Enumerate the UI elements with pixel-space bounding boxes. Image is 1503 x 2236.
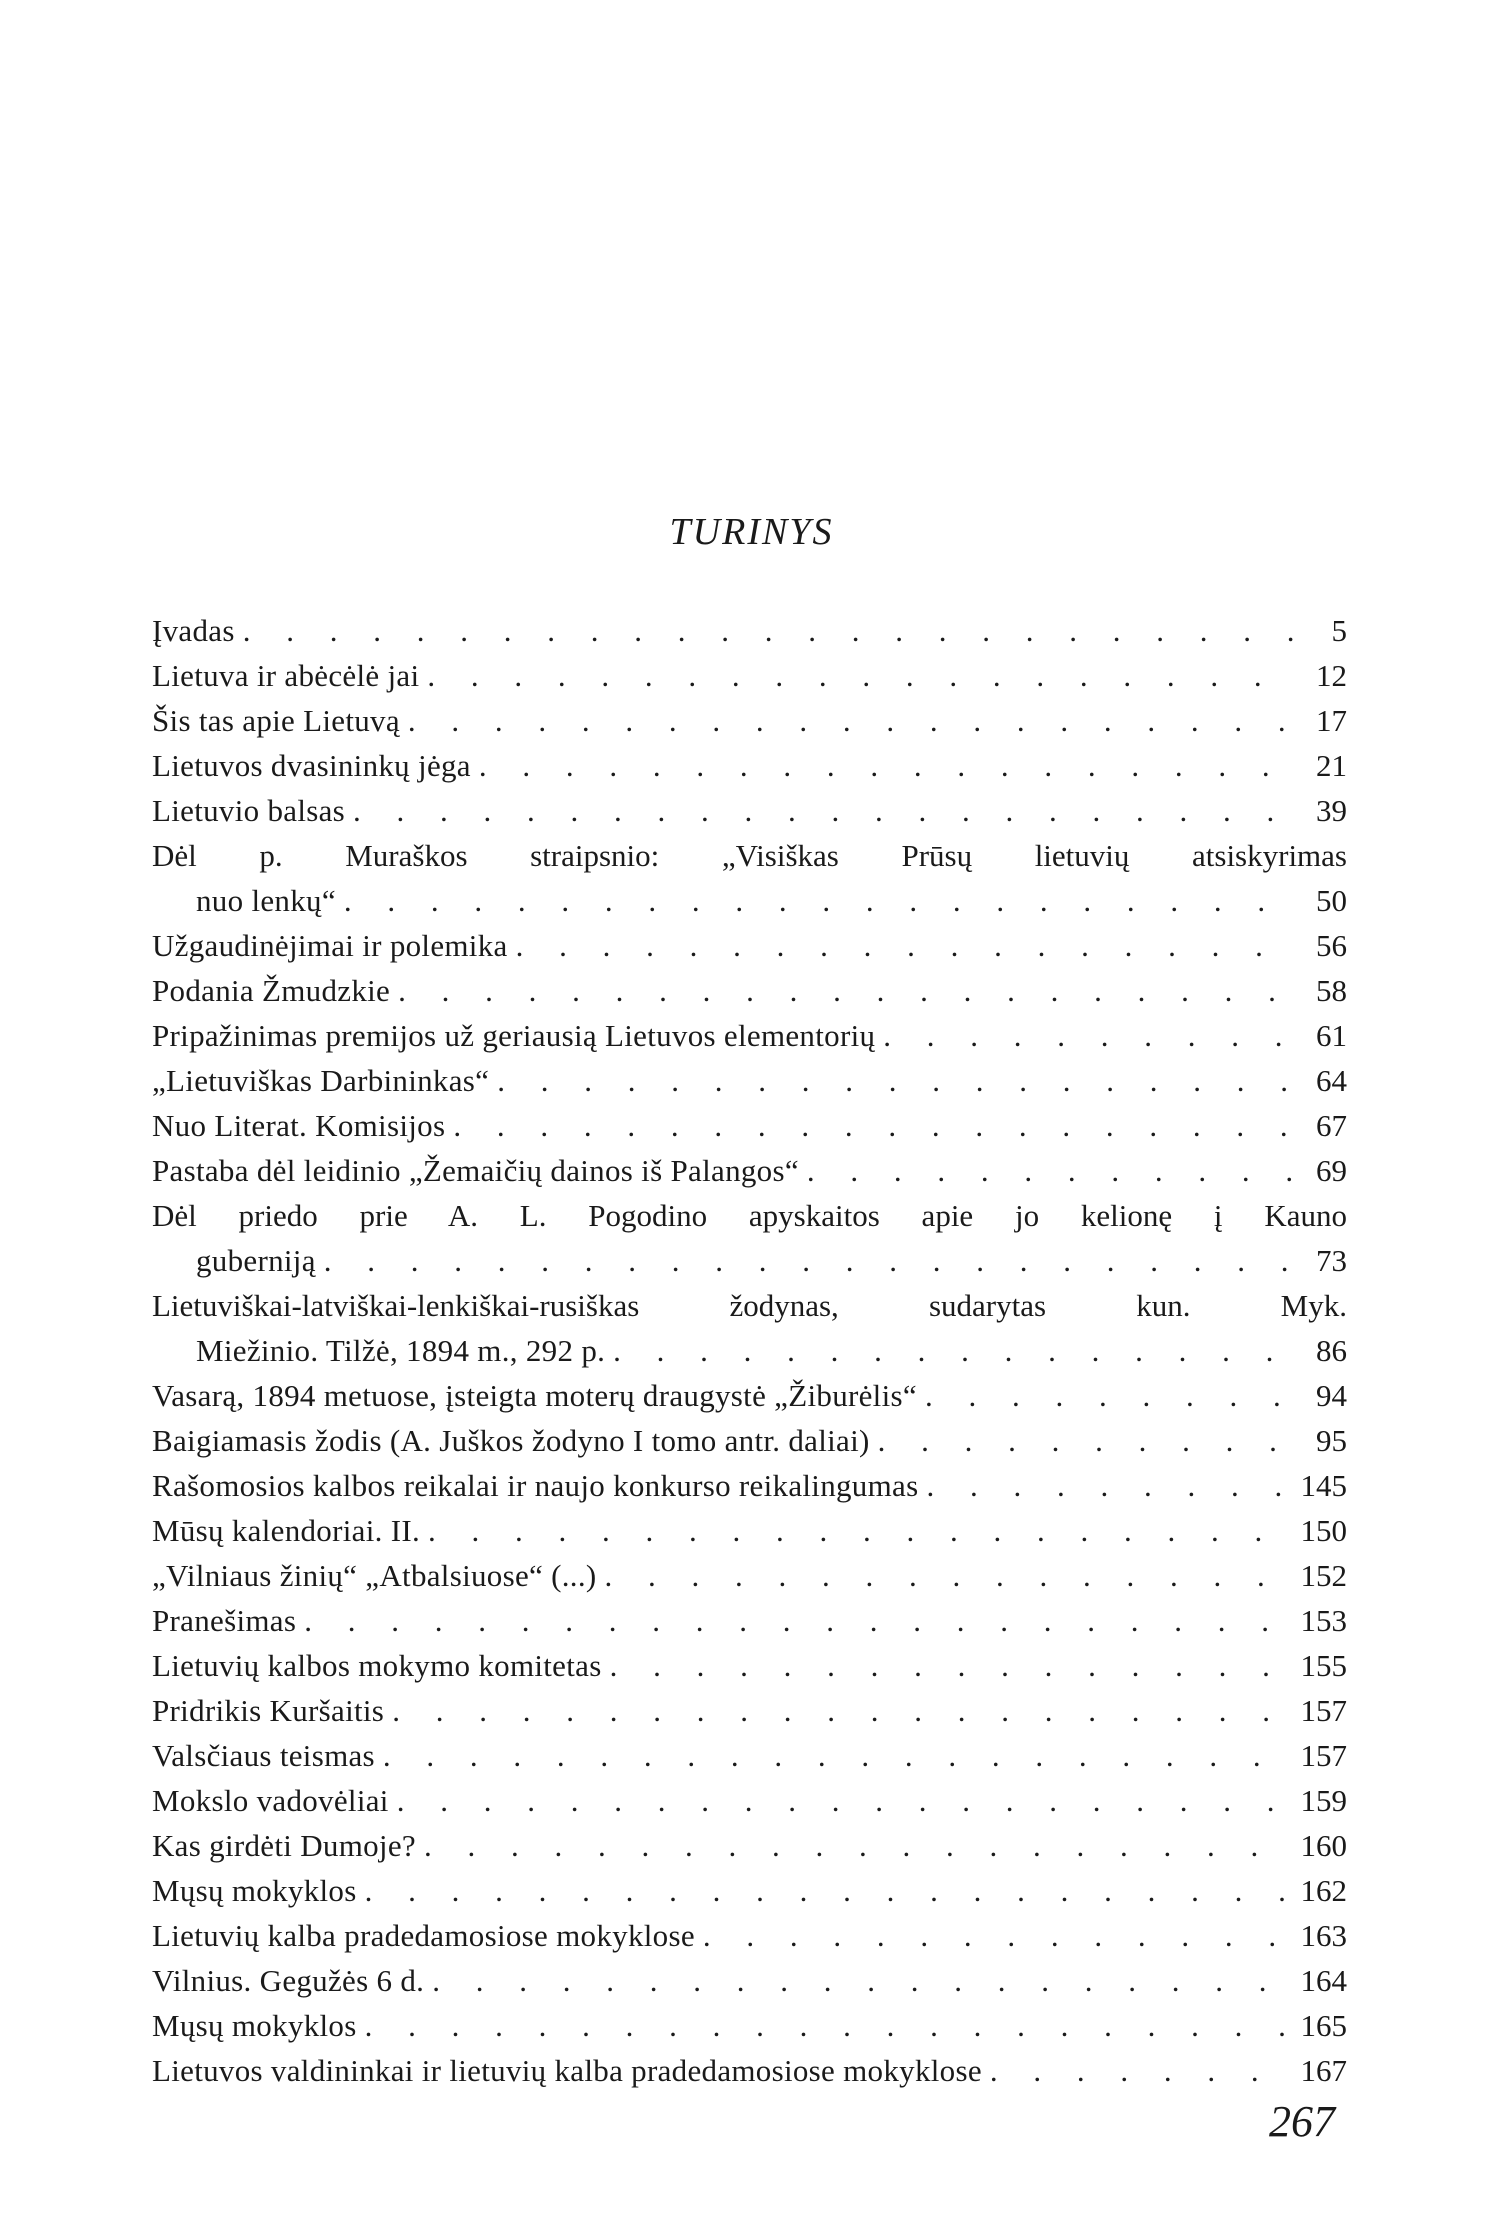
toc-entry-page: 167 [1300, 2053, 1347, 2088]
toc-entry-title: Pranešimas [152, 1603, 297, 1638]
toc-entry-title-line: Lietuviškai-latviškai-lenkiškai-rusiškas žodynas, sudarytas kun. Myk. [152, 1288, 1347, 1323]
table-of-contents [152, 608, 1347, 2093]
dot-leader [383, 1733, 1293, 1778]
toc-entry-page: 94 [1316, 1378, 1347, 1413]
dot-leader [398, 968, 1299, 1013]
toc-entry [152, 1058, 1347, 1103]
toc-entry-title: Lietuvių kalba pradedamosiose mokyklose [152, 1918, 695, 1953]
toc-entry [152, 653, 1347, 698]
toc-entry-page: 86 [1316, 1333, 1347, 1368]
toc-entry [152, 1148, 1347, 1193]
toc-entry-page: 61 [1316, 1018, 1347, 1053]
toc-entry-title: „Vilniaus žinių“ „Atbalsiuose“ (...) [152, 1558, 597, 1593]
toc-entry [152, 1733, 1347, 1778]
toc-entry-page: 21 [1316, 748, 1347, 783]
toc-entry-page: 95 [1316, 1423, 1347, 1458]
toc-entry-title: „Lietuviškas Darbininkas“ [152, 1063, 490, 1098]
toc-entry-page: 58 [1316, 973, 1347, 1008]
toc-entry-title: Lietuvių kalbos mokymo komitetas [152, 1648, 602, 1683]
dot-leader [926, 1463, 1292, 1508]
toc-entry [152, 2048, 1347, 2093]
toc-entry-page: 50 [1316, 883, 1347, 918]
toc-entry [152, 1103, 1347, 1148]
toc-entry-title: Šis tas apie Lietuvą [152, 703, 400, 738]
toc-entry-page: 56 [1316, 928, 1347, 963]
toc-entry-page: 73 [1316, 1243, 1347, 1278]
dot-leader [703, 1913, 1293, 1958]
toc-entry [152, 608, 1347, 653]
toc-entry-page: 163 [1300, 1918, 1347, 1953]
toc-entry-title-line: Dėl priedo prie A. L. Pogodino apyskaitos apie jo kelionę į Kauno [152, 1198, 1347, 1233]
toc-entry-title: Lietuvos dvasininkų jėga [152, 748, 471, 783]
toc-entry-page: 152 [1300, 1558, 1347, 1593]
dot-leader [990, 2048, 1293, 2093]
dot-leader [610, 1643, 1293, 1688]
dot-leader [432, 1958, 1292, 2003]
dot-leader [497, 1058, 1299, 1103]
toc-entry [152, 1418, 1347, 1463]
toc-entry [152, 1553, 1347, 1598]
dot-leader [397, 1778, 1293, 1823]
toc-entry-title: Pripažinimas premijos už geriausią Lietuvos elementorių [152, 1018, 876, 1053]
toc-entry-title: Podania Žmudzkie [152, 973, 391, 1008]
toc-entry-title-line: Dėl p. Muraškos straipsnio: „Visiškas Prūsų lietuvių atsiskyrimas [152, 838, 1347, 873]
dot-leader [883, 1013, 1299, 1058]
toc-entry-page: 164 [1300, 1963, 1347, 1998]
toc-entry-title: Valsčiaus teismas [152, 1738, 375, 1773]
toc-entry-title: Lietuvos valdininkai ir lietuvių kalba pradedamosiose mokyklose [152, 2053, 982, 2088]
toc-entry [152, 1283, 1347, 1373]
dot-leader [243, 608, 1299, 653]
toc-entry [152, 968, 1347, 1013]
toc-entry-title: Baigiamasis žodis (A. Juškos žodyno I tomo antr. daliai) [152, 1423, 870, 1458]
toc-entry [152, 1013, 1347, 1058]
toc-entry-title: Nuo Literat. Komisijos [152, 1108, 446, 1143]
dot-leader [365, 1868, 1293, 1913]
page-number: 267 [1269, 2097, 1335, 2146]
toc-entry-page: 39 [1316, 793, 1347, 828]
dot-leader [925, 1373, 1299, 1418]
dot-leader [516, 923, 1299, 968]
toc-entry-title: Miežinio. Tilžė, 1894 m., 292 p. [196, 1333, 606, 1368]
toc-entry [152, 788, 1347, 833]
toc-entry [152, 2003, 1347, 2048]
page-title: TURINYS [669, 511, 834, 553]
dot-leader [392, 1688, 1292, 1733]
toc-entry-page: 153 [1300, 1603, 1347, 1638]
dot-leader [878, 1418, 1299, 1463]
dot-leader [605, 1553, 1293, 1598]
dot-leader [324, 1238, 1299, 1283]
toc-entry-page: 157 [1300, 1738, 1347, 1773]
toc-entry-page: 12 [1316, 658, 1347, 693]
dot-leader [424, 1823, 1293, 1868]
toc-entry-page: 17 [1316, 703, 1347, 738]
toc-entry [152, 1688, 1347, 1733]
toc-entry-page: 165 [1300, 2008, 1347, 2043]
toc-entry-title: guberniją [196, 1243, 316, 1278]
toc-entry-title: Lietuva ir abėcėlė jai [152, 658, 420, 693]
dot-leader [807, 1148, 1299, 1193]
dot-leader [428, 1508, 1292, 1553]
toc-entry [152, 1868, 1347, 1913]
dot-leader [353, 788, 1299, 833]
toc-entry [152, 1508, 1347, 1553]
toc-entry-title: Vilnius. Gegužės 6 d. [152, 1963, 425, 1998]
toc-entry [152, 698, 1347, 743]
toc-entry [152, 1823, 1347, 1868]
toc-entry-title: Pridrikis Kuršaitis [152, 1693, 385, 1728]
toc-entry-page: 69 [1316, 1153, 1347, 1188]
toc-entry [152, 1598, 1347, 1643]
toc-entry [152, 1958, 1347, 2003]
dot-leader [344, 878, 1299, 923]
toc-entry-title: Mūsų kalendoriai. II. [152, 1513, 421, 1548]
dot-leader [365, 2003, 1293, 2048]
toc-entry-page: 67 [1316, 1108, 1347, 1143]
toc-entry [152, 1913, 1347, 1958]
toc-entry-title: Rašomosios kalbos reikalai ir naujo konkurso reikalingumas [152, 1468, 919, 1503]
dot-leader [613, 1328, 1299, 1373]
toc-entry-title: nuo lenkų“ [196, 883, 336, 918]
toc-entry-page: 162 [1300, 1873, 1347, 1908]
toc-entry-page: 64 [1316, 1063, 1347, 1098]
dot-leader [427, 653, 1299, 698]
toc-entry-page: 155 [1300, 1648, 1347, 1683]
toc-entry [152, 833, 1347, 923]
toc-entry-title: Mųsų mokyklos [152, 1873, 357, 1908]
dot-leader [453, 1103, 1299, 1148]
toc-entry-page: 159 [1300, 1783, 1347, 1818]
dot-leader [479, 743, 1299, 788]
toc-entry-page: 157 [1300, 1693, 1347, 1728]
toc-entry-page: 150 [1300, 1513, 1347, 1548]
toc-entry-title: Lietuvio balsas [152, 793, 346, 828]
dot-leader [408, 698, 1299, 743]
toc-entry-title: Pastaba dėl leidinio „Žemaičių dainos iš Palangos“ [152, 1153, 799, 1188]
toc-entry [152, 1193, 1347, 1283]
toc-entry [152, 923, 1347, 968]
toc-entry-title: Mųsų mokyklos [152, 2008, 357, 2043]
toc-entry [152, 1643, 1347, 1688]
toc-entry-page: 145 [1300, 1468, 1347, 1503]
toc-entry-title: Kas girdėti Dumoje? [152, 1828, 416, 1863]
toc-entry-page: 160 [1300, 1828, 1347, 1863]
toc-entry-title: Vasarą, 1894 metuose, įsteigta moterų draugystė „Žiburėlis“ [152, 1378, 917, 1413]
toc-entry [152, 1778, 1347, 1823]
toc-entry [152, 743, 1347, 788]
toc-entry-title: Įvadas [152, 613, 235, 648]
toc-entry [152, 1373, 1347, 1418]
toc-entry [152, 1463, 1347, 1508]
dot-leader [304, 1598, 1292, 1643]
toc-entry-title: Užgaudinėjimai ir polemika [152, 928, 508, 963]
toc-entry-page: 5 [1331, 613, 1347, 648]
toc-entry-title: Mokslo vadovėliai [152, 1783, 389, 1818]
